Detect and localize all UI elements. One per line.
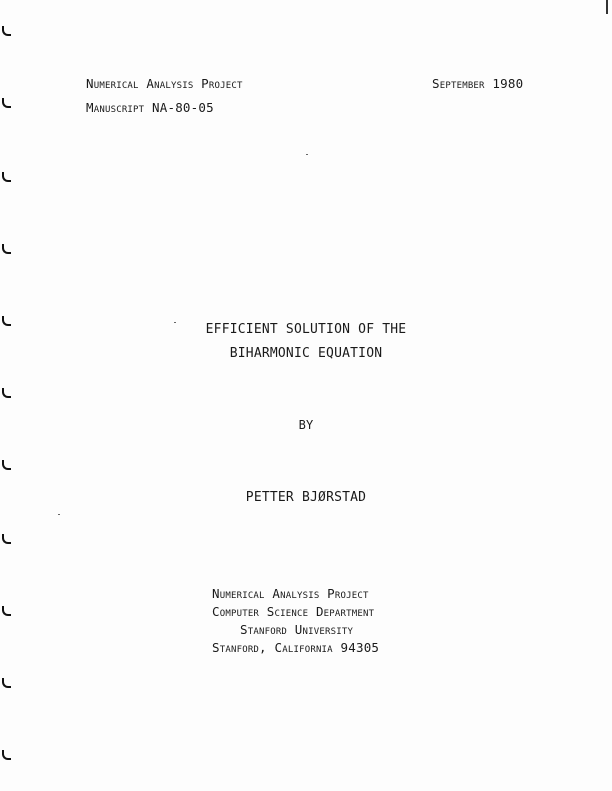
affiliation-line-4: Stanford, California 94305 [212, 640, 380, 655]
punch-hole-mark [2, 460, 10, 469]
punch-hole-mark [2, 98, 10, 107]
by-label: BY [298, 418, 314, 432]
punch-hole-mark [2, 678, 10, 687]
punch-hole-mark [2, 388, 10, 397]
punch-hole-mark [2, 244, 10, 253]
affiliation-line-3: Stanford University [240, 622, 354, 637]
scan-speck [58, 514, 60, 515]
punch-hole-mark [2, 606, 10, 615]
title-line-2: BIHARMONIC EQUATION [229, 346, 383, 361]
author-name: PETTER BJØRSTAD [245, 490, 367, 505]
header-manuscript: Manuscript NA-80-05 [86, 100, 214, 115]
header-date: September 1980 [432, 76, 524, 91]
scan-speck [306, 154, 308, 155]
punch-hole-mark [2, 172, 10, 181]
punch-hole-mark [2, 750, 10, 759]
title-line-1: EFFICIENT SOLUTION OF THE [205, 322, 407, 337]
affiliation-line-1: Numerical Analysis Project [212, 586, 369, 601]
header-project: Numerical Analysis Project [86, 76, 243, 91]
page-edge-mark [606, 0, 608, 14]
affiliation-line-2: Computer Science Department [212, 604, 375, 619]
punch-hole-mark [2, 534, 10, 543]
punch-hole-mark [2, 26, 10, 35]
